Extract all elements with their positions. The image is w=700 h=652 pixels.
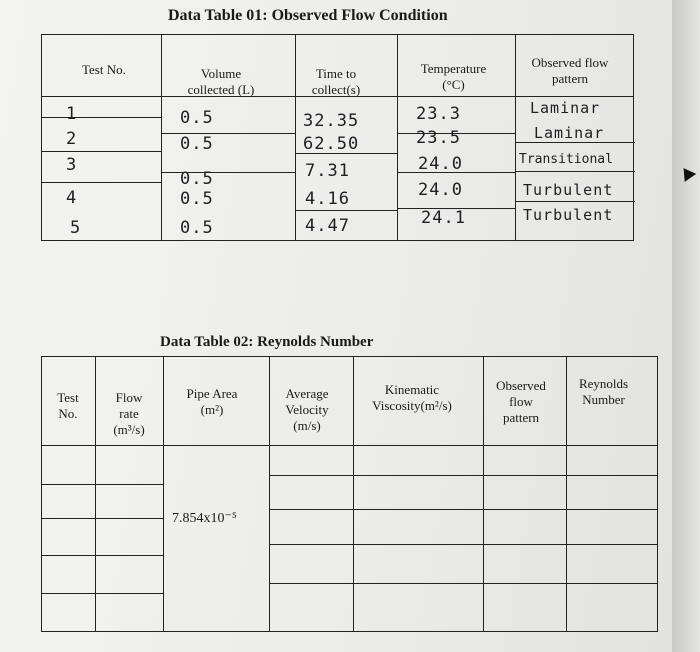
table1-row5-temperature: 24.1 bbox=[421, 208, 466, 228]
table1-header-pattern: Observed flow pattern bbox=[531, 55, 609, 86]
table1-row1-time: 32.35 bbox=[303, 111, 360, 131]
table2-header-test-no: Test No. bbox=[57, 390, 79, 421]
table1-row4-volume: 0.5 bbox=[180, 189, 214, 209]
table1-header-test-no: Test No. bbox=[82, 62, 126, 77]
table1-row1-temperature: 23.3 bbox=[416, 104, 461, 124]
table2-header-reynolds: Reynolds Number bbox=[578, 376, 629, 407]
table2-header-pattern: Observed flow pattern bbox=[496, 378, 546, 425]
table1-row2-test: 2 bbox=[66, 129, 78, 149]
table1-row2-volume: 0.5 bbox=[180, 134, 214, 154]
table1-row4-pattern: Turbulent bbox=[523, 181, 614, 199]
table1-row3-test: 3 bbox=[66, 155, 78, 175]
table1-row2-temperature: 23.5 bbox=[416, 128, 461, 148]
table2-header-pipe-area: Pipe Area (m²) bbox=[186, 386, 238, 417]
table1-row3-time: 7.31 bbox=[305, 161, 350, 181]
table1-header-time: Time to collect(s) bbox=[311, 66, 361, 97]
table1-row5-test: 5 bbox=[70, 218, 82, 238]
table2-header-flow-rate: Flow rate (m³/s) bbox=[113, 390, 145, 437]
table1-row4-temperature: 24.0 bbox=[418, 180, 463, 200]
table1-title: Data Table 01: Observed Flow Condition bbox=[168, 7, 448, 24]
table1-row3-temperature: 24.0 bbox=[418, 154, 463, 174]
table1-row2-time: 62.50 bbox=[303, 134, 360, 154]
table1-row3-volume: 0.5 bbox=[180, 169, 214, 189]
table1-row5-time: 4.47 bbox=[305, 216, 350, 236]
table1-row4-test: 4 bbox=[66, 188, 78, 208]
table1-row1-volume: 0.5 bbox=[180, 108, 214, 128]
table1-row1-test: 1 bbox=[66, 104, 78, 124]
table2-title: Data Table 02: Reynolds Number bbox=[160, 334, 374, 350]
table1-row2-pattern: Laminar bbox=[534, 124, 605, 142]
page-edge-background bbox=[672, 0, 700, 652]
table2-header-velocity: Average Velocity (m/s) bbox=[285, 386, 329, 433]
table1-row5-volume: 0.5 bbox=[180, 218, 214, 238]
table2-header-viscosity: Kinematic Viscosity(m²/s) bbox=[372, 382, 452, 413]
table1-row3-pattern: Transitional bbox=[519, 152, 613, 167]
table1-row4-time: 4.16 bbox=[305, 189, 350, 209]
table1-header-volume: Volume collected (L) bbox=[187, 66, 255, 97]
table1-row1-pattern: Laminar bbox=[530, 99, 601, 117]
table2-pipe-area-value: 7.854x10⁻⁵ bbox=[172, 511, 237, 526]
table1-row5-pattern: Turbulent bbox=[523, 206, 614, 224]
table1-header-temperature: Temperature (°C) bbox=[420, 61, 487, 92]
